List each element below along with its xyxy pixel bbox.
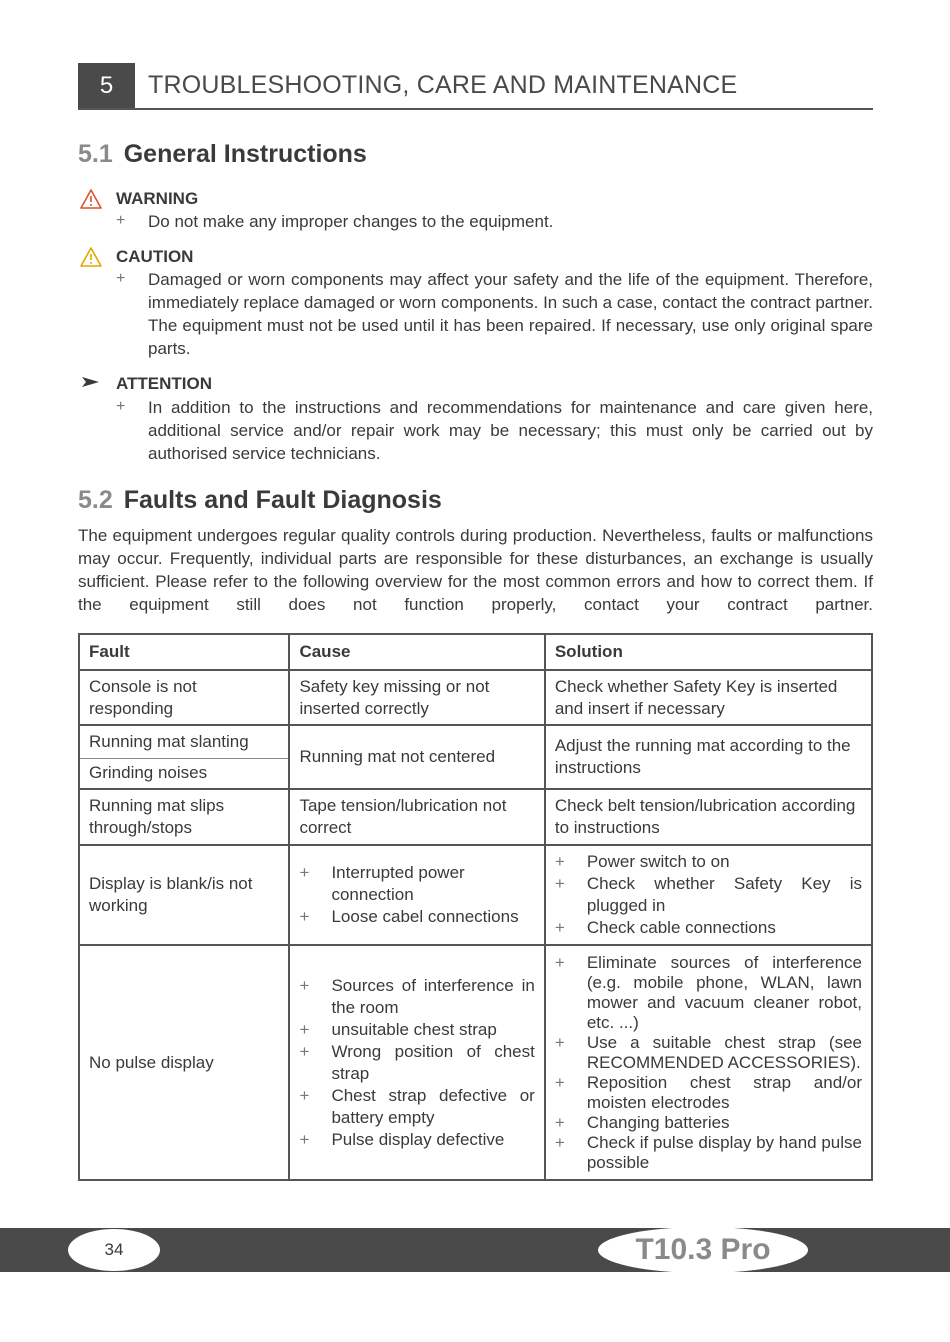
cause-text: Pulse display defective [331,1129,505,1149]
section-heading-general-instructions [78,140,367,169]
bullet-symbol: + [299,1129,310,1149]
bullet-symbol: + [554,1132,565,1152]
attention-text: In addition to the instructions and recommendations for maintenance and care given here, additional service and/or repair work may be necessary; this must only be carried out by authorised service technicians. [148,398,873,463]
list-item [555,953,862,1033]
solution-list [555,953,862,1173]
list-item [299,1085,534,1129]
bullet-symbol: + [554,918,565,937]
table-row [79,789,872,845]
column-header-cause: Cause [289,634,544,670]
solution-cell: Check belt tension/lubrication according to instructions [545,789,872,845]
cause-list [299,862,534,928]
cause-text: Chest strap defective or battery empty [331,1085,535,1127]
solution-text: Reposition chest strap and/or moisten electrodes [586,1072,862,1112]
pointer-arrow-icon [80,375,102,389]
section-heading-faults [78,486,442,515]
solution-cell [545,845,872,945]
solution-text: Power switch to on [586,852,730,871]
cause-text: Interrupted power connection [331,863,465,904]
chapter-number: 5 [78,63,135,108]
bullet-symbol: + [116,270,126,287]
bullet-symbol: + [299,907,310,926]
caution-triangle-icon [80,247,102,267]
list-item [555,1133,862,1173]
section-number: 5.2 [78,486,113,514]
caution-label: CAUTION [116,247,194,266]
solution-text: Check whether Safety Key is plugged in [586,874,862,915]
column-header-fault: Fault [79,634,289,670]
cause-text: unsuitable chest strap [331,1019,497,1039]
cause-cell: Running mat not centered [289,725,544,789]
cause-text: Loose cabel connections [331,907,519,926]
bullet-symbol: + [554,874,565,893]
warning-label: WARNING [116,189,199,208]
list-item [299,1129,534,1151]
fault-cell: Console is not responding [79,670,289,725]
attention-label: ATTENTION [116,374,213,393]
bullet-symbol: + [554,1072,565,1092]
list-item [555,873,862,917]
warning-triangle-icon [80,189,102,209]
solution-text: Use a suitable chest strap (see RECOMMENDED ACCESSORIES). [586,1032,862,1072]
page-number: 34 [104,1240,124,1259]
section-number: 5.1 [78,140,113,168]
list-item [299,1041,534,1085]
cause-cell: Tape tension/lubrication not correct [289,789,544,845]
fault-cell: Running mat slips through/stops [79,789,289,845]
bullet-symbol: + [554,1112,565,1132]
list-item [555,1113,862,1133]
warning-text: Do not make any improper changes to the equipment. [148,212,554,231]
column-header-solution: Solution [545,634,872,670]
fault-table [78,633,873,1181]
cause-text: Sources of interference in the room [331,975,535,1017]
table-row [79,945,872,1180]
fault-cell: Grinding noises [79,758,289,789]
bullet-symbol: + [116,398,126,415]
solution-list [555,851,862,939]
bullet-symbol: + [299,1041,310,1061]
solution-text: Check if pulse display by hand pulse possible [586,1132,862,1172]
bullet-symbol: + [299,863,310,882]
bullet-symbol: + [554,952,565,972]
fault-cell: Display is blank/is not working [79,845,289,945]
list-item [555,1073,862,1113]
bullet-symbol: + [299,1019,310,1039]
solution-text: Check cable connections [586,918,776,937]
bullet-symbol: + [554,852,565,871]
section-title: General Instructions [123,140,367,168]
list-item [299,975,534,1019]
bullet-symbol: + [554,1032,565,1052]
section-title: Faults and Fault Diagnosis [123,486,442,514]
caution-text: Damaged or worn components may affect your safety and the life of the equipment. Therefore, immediately replace damaged or worn components. In such a case, contact the contract partner. The equipment must not be used until it has been repaired. If necessary, use only original spare parts. [148,270,873,358]
chapter-title: TROUBLESHOOTING, CARE AND MAINTENANCE [148,71,738,99]
table-row [79,670,872,725]
list-item [555,851,862,873]
table-row [79,725,872,758]
list-item [555,917,862,939]
solution-text: Changing batteries [586,1112,730,1132]
list-item [555,1033,862,1073]
cause-cell: Safety key missing or not inserted correctly [289,670,544,725]
solution-cell [545,945,872,1180]
chapter-header [78,63,873,110]
intro-paragraph: The equipment undergoes regular quality controls during production. Nevertheless, faults or malfunctions may occur. Frequently, individual parts are responsible for these disturbances, an exchange is usually sufficient. Please refer to the following overview for the most common errors and how to correct them. If the equipment still does not function properly, contact your contract partner. [78,526,873,614]
list-item [299,862,534,906]
model-name: T10.3 Pro [635,1233,771,1266]
cause-cell [289,945,544,1180]
bullet-symbol: + [299,1085,310,1105]
cause-text: Wrong position of chest strap [331,1041,535,1083]
bullet-symbol: + [299,975,310,995]
solution-cell: Adjust the running mat according to the instructions [545,725,872,789]
solution-cell: Check whether Safety Key is inserted and insert if necessary [545,670,872,725]
fault-cell: Running mat slanting [79,725,289,758]
table-header-row [79,634,872,670]
cause-cell [289,845,544,945]
cause-list [299,975,534,1151]
fault-cell: No pulse display [79,945,289,1180]
list-item [299,1019,534,1041]
bullet-symbol: + [116,212,126,229]
table-row [79,845,872,945]
solution-text: Eliminate sources of interference (e.g. mobile phone, WLAN, lawn mower and vacuum cleaner robot, etc. ...) [586,952,862,1032]
list-item [299,906,534,928]
